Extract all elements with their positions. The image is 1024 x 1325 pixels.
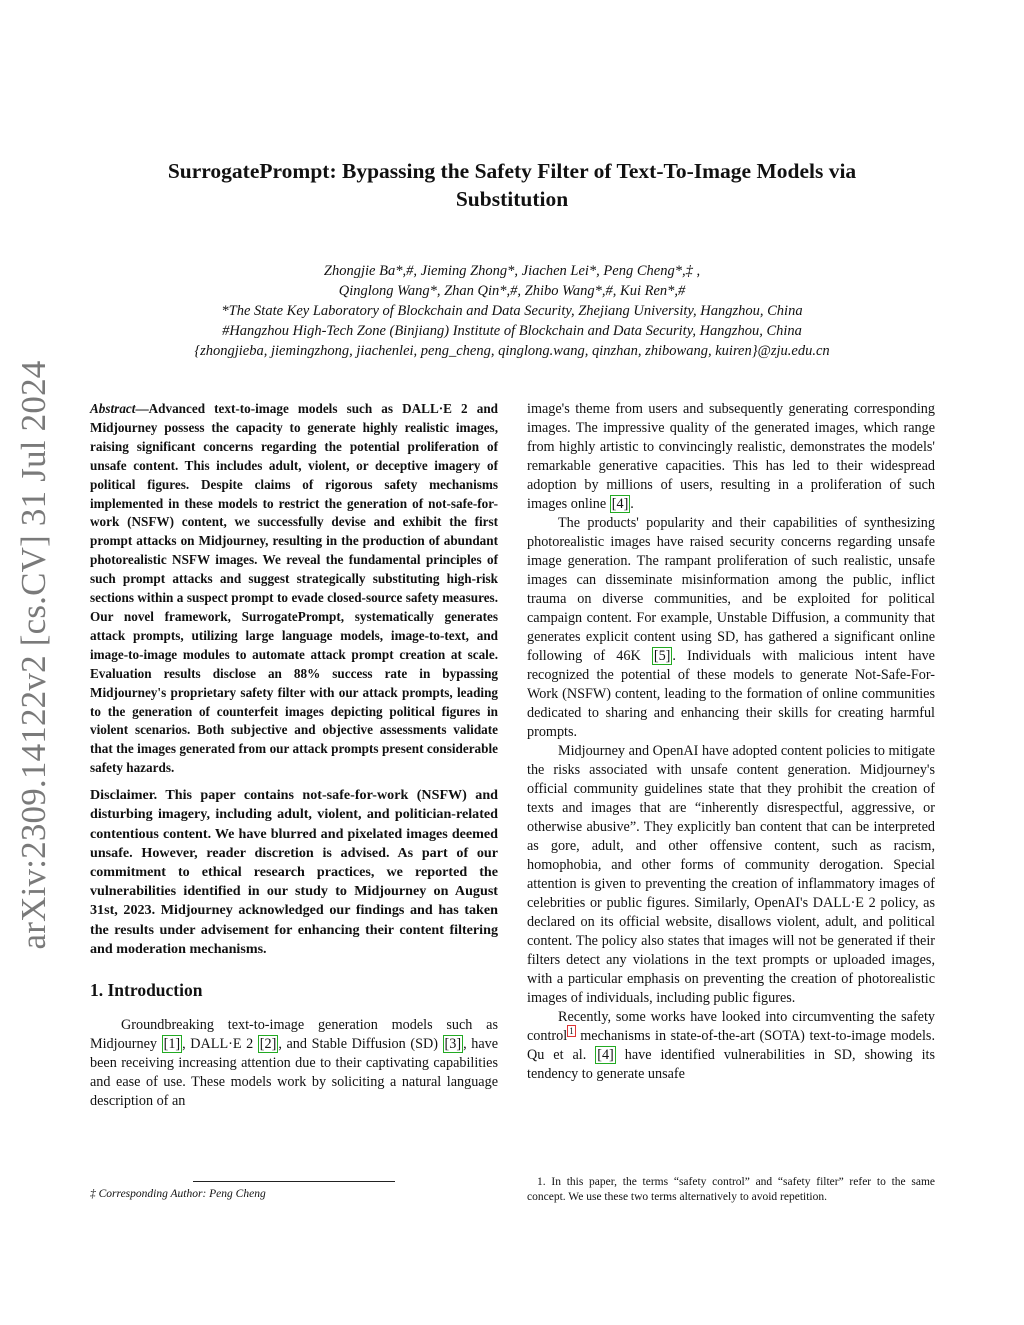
citation-link[interactable]: [4] xyxy=(597,1047,614,1063)
text-run: mechanisms in state-of-the-art (SOTA) text-to-image models. Qu et al. xyxy=(527,1028,935,1063)
citation-link[interactable]: [1] xyxy=(163,1035,181,1052)
text-run: . Individuals with malicious intent have recognized the potential of these models to generate Not-Safe-For-Work (NSFW) content, leading to the formation of online communities dedicated to sharing and enhancing their skills for creating harmful prompts. xyxy=(527,648,935,740)
author-block xyxy=(110,261,914,361)
footnote-1: 1. In this paper, the terms “safety control” and “safety filter” refer to the same concept. We use these two terms alternatively to avoid repetition. xyxy=(527,1176,935,1203)
disclaimer: Disclaimer. This paper contains not-safe-for-work (NSFW) and disturbing imagery, including adult, violent, and politician-related contentious content. We have blurred and pixelated images deemed unsafe. However, reader discretion is advised. As part of our commitment to ethical research practices, we reported the vulnerabilities identified in our study to Midjourney on August 31st, 2023. Midjourney acknowledged our findings and has taken the results under advisement for enhancing their content filtering and moderation mechanisms. xyxy=(90,787,498,957)
author-line-2: Qinglong Wang*, Zhan Qin*,#, Zhibo Wang*,#, Kui Ren*,# xyxy=(338,283,686,299)
intro-paragraph-continued xyxy=(527,400,935,514)
intro-paragraph-4 xyxy=(527,1008,935,1084)
abstract-text: —Advanced text-to-image models such as DALL·E 2 and Midjourney possess the capacity to generate highly realistic images, raising significant concerns regarding the potential proliferation of unsafe content. This includes adult, violent, or deceptive imagery of political figures. Despite claims of rigorous safety mechanisms implemented in these models to restrict the generation of not-safe-for-work (NSFW) content, we successfully devise and exhibit the first prompt attacks on Midjourney, resulting in the production of abundant photorealistic NSFW images. We reveal the fundamental principles of such prompt attacks and suggest strategically substituting high-risk sections within a suspect prompt to evade closed-source safety measures. Our novel framework, SurrogatePrompt, systematically generates attack prompts, utilizing large language models, image-to-text, and image-to-image modules to automate attack prompt creation at scale. Evaluation results disclose an 88% success rate in bypassing Midjourney's proprietary safety filter with our attack prompts, leading to the generation of counterfeit images depicting political figures in violent scenarios. Both subjective and objective assessments validate that the images generated from our attack prompts present considerable safety hazards. xyxy=(90,401,498,776)
affiliation-1: *The State Key Laboratory of Blockchain and Data Security, Zhejiang University, Hangzhou, China xyxy=(221,303,803,319)
text-run: Groundbreaking text-to-image generation models such as Midjourney xyxy=(90,1016,498,1052)
text-run: have identified vulnerabilities in SD, showing its tendency to generate unsafe xyxy=(527,1047,935,1082)
footnote-marker[interactable]: 1 xyxy=(569,1026,574,1037)
text-run: , have been receiving increasing attention due to their captivating capabilities and ease of use. These models work by soliciting a natural language description of an xyxy=(90,1035,499,1109)
author-emails: {zhongjieba, jiemingzhong, jiachenlei, peng_cheng, qinglong.wang, qinzhan, zhibowang, kuiren}@zju.edu.cn xyxy=(194,343,830,359)
paper-title: SurrogatePrompt: Bypassing the Safety Filter of Text-To-Image Models via Substitution xyxy=(167,159,857,211)
abstract-label: Abstract xyxy=(90,401,136,416)
text-run: image's theme from users and subsequently generating corresponding images. The impressive quality of the generated images, which range from highly artistic to convincingly realistic, demonstrates the models' remarkable generative capacities. This has led to their widespread adoption by millions of users, resulting in a proliferation of such images online xyxy=(527,401,935,512)
affiliation-2: #Hangzhou High-Tech Zone (Binjiang) Institute of Blockchain and Data Security, Hangzhou, China xyxy=(222,323,802,339)
abstract xyxy=(90,400,498,778)
corresponding-author-footnote: ‡ Corresponding Author: Peng Cheng xyxy=(90,1188,266,1200)
footnote-divider xyxy=(193,1181,395,1182)
intro-paragraph-3: Midjourney and OpenAI have adopted content policies to mitigate the risks associated with unsafe content generation. Midjourney's official community guidelines state that they prohibit the creation of texts and images that are “inherently disrespectful, aggressive, or otherwise abusive”. They explicitly ban content that can be interpreted as gore, adult, and other offensive content, such as racism, homophobia, and other forms of community derogation. Special attention is given to preventing the creation of inflammatory images of celebrities or public figures. Similarly, OpenAI's DALL·E 2 policy, as declared on its official website, disallows violent, adult, and political content. The policy also states that images will not be generated if their filters detect any violations in the text prompts or uploaded images, with a particular emphasis on preventing the creation of photorealistic images of individuals, including public figures. xyxy=(527,743,935,1006)
text-run: , and Stable Diffusion (SD) xyxy=(278,1035,443,1052)
arxiv-identifier-stamp: arXiv:2309.14122v2 [cs.CV] 31 Jul 2024 xyxy=(14,360,53,950)
text-run: The products' popularity and their capabilities of synthesizing photorealistic images have raised security concerns regarding unsafe image generation. The rampant proliferation of such realistic, unsafe images can disseminate misinformation among the public, inflict trauma on diverse communities, and be exploited for political campaign content. For example, Unstable Diffusion, a community that generates explicit content using SD, has gathered a significant online following of 46K xyxy=(527,515,935,664)
citation-link[interactable]: [3] xyxy=(444,1035,462,1052)
text-run: Recently, some works have looked into circumventing the safety control xyxy=(527,1009,935,1044)
text-run: . xyxy=(630,496,634,512)
citation-link[interactable]: [4] xyxy=(611,496,629,512)
citation-link[interactable]: [5] xyxy=(653,648,671,664)
text-run: , DALL·E 2 xyxy=(182,1035,258,1052)
author-line-1: Zhongjie Ba*,#, Jieming Zhong*, Jiachen Lei*, Peng Cheng*,‡ , xyxy=(323,263,701,279)
intro-paragraph-2 xyxy=(527,514,935,742)
left-column xyxy=(90,400,498,1111)
right-column xyxy=(527,400,935,1084)
section-heading-introduction: 1. Introduction xyxy=(90,979,203,1000)
intro-paragraph-1 xyxy=(90,1016,498,1111)
citation-link[interactable]: [2] xyxy=(259,1035,277,1052)
